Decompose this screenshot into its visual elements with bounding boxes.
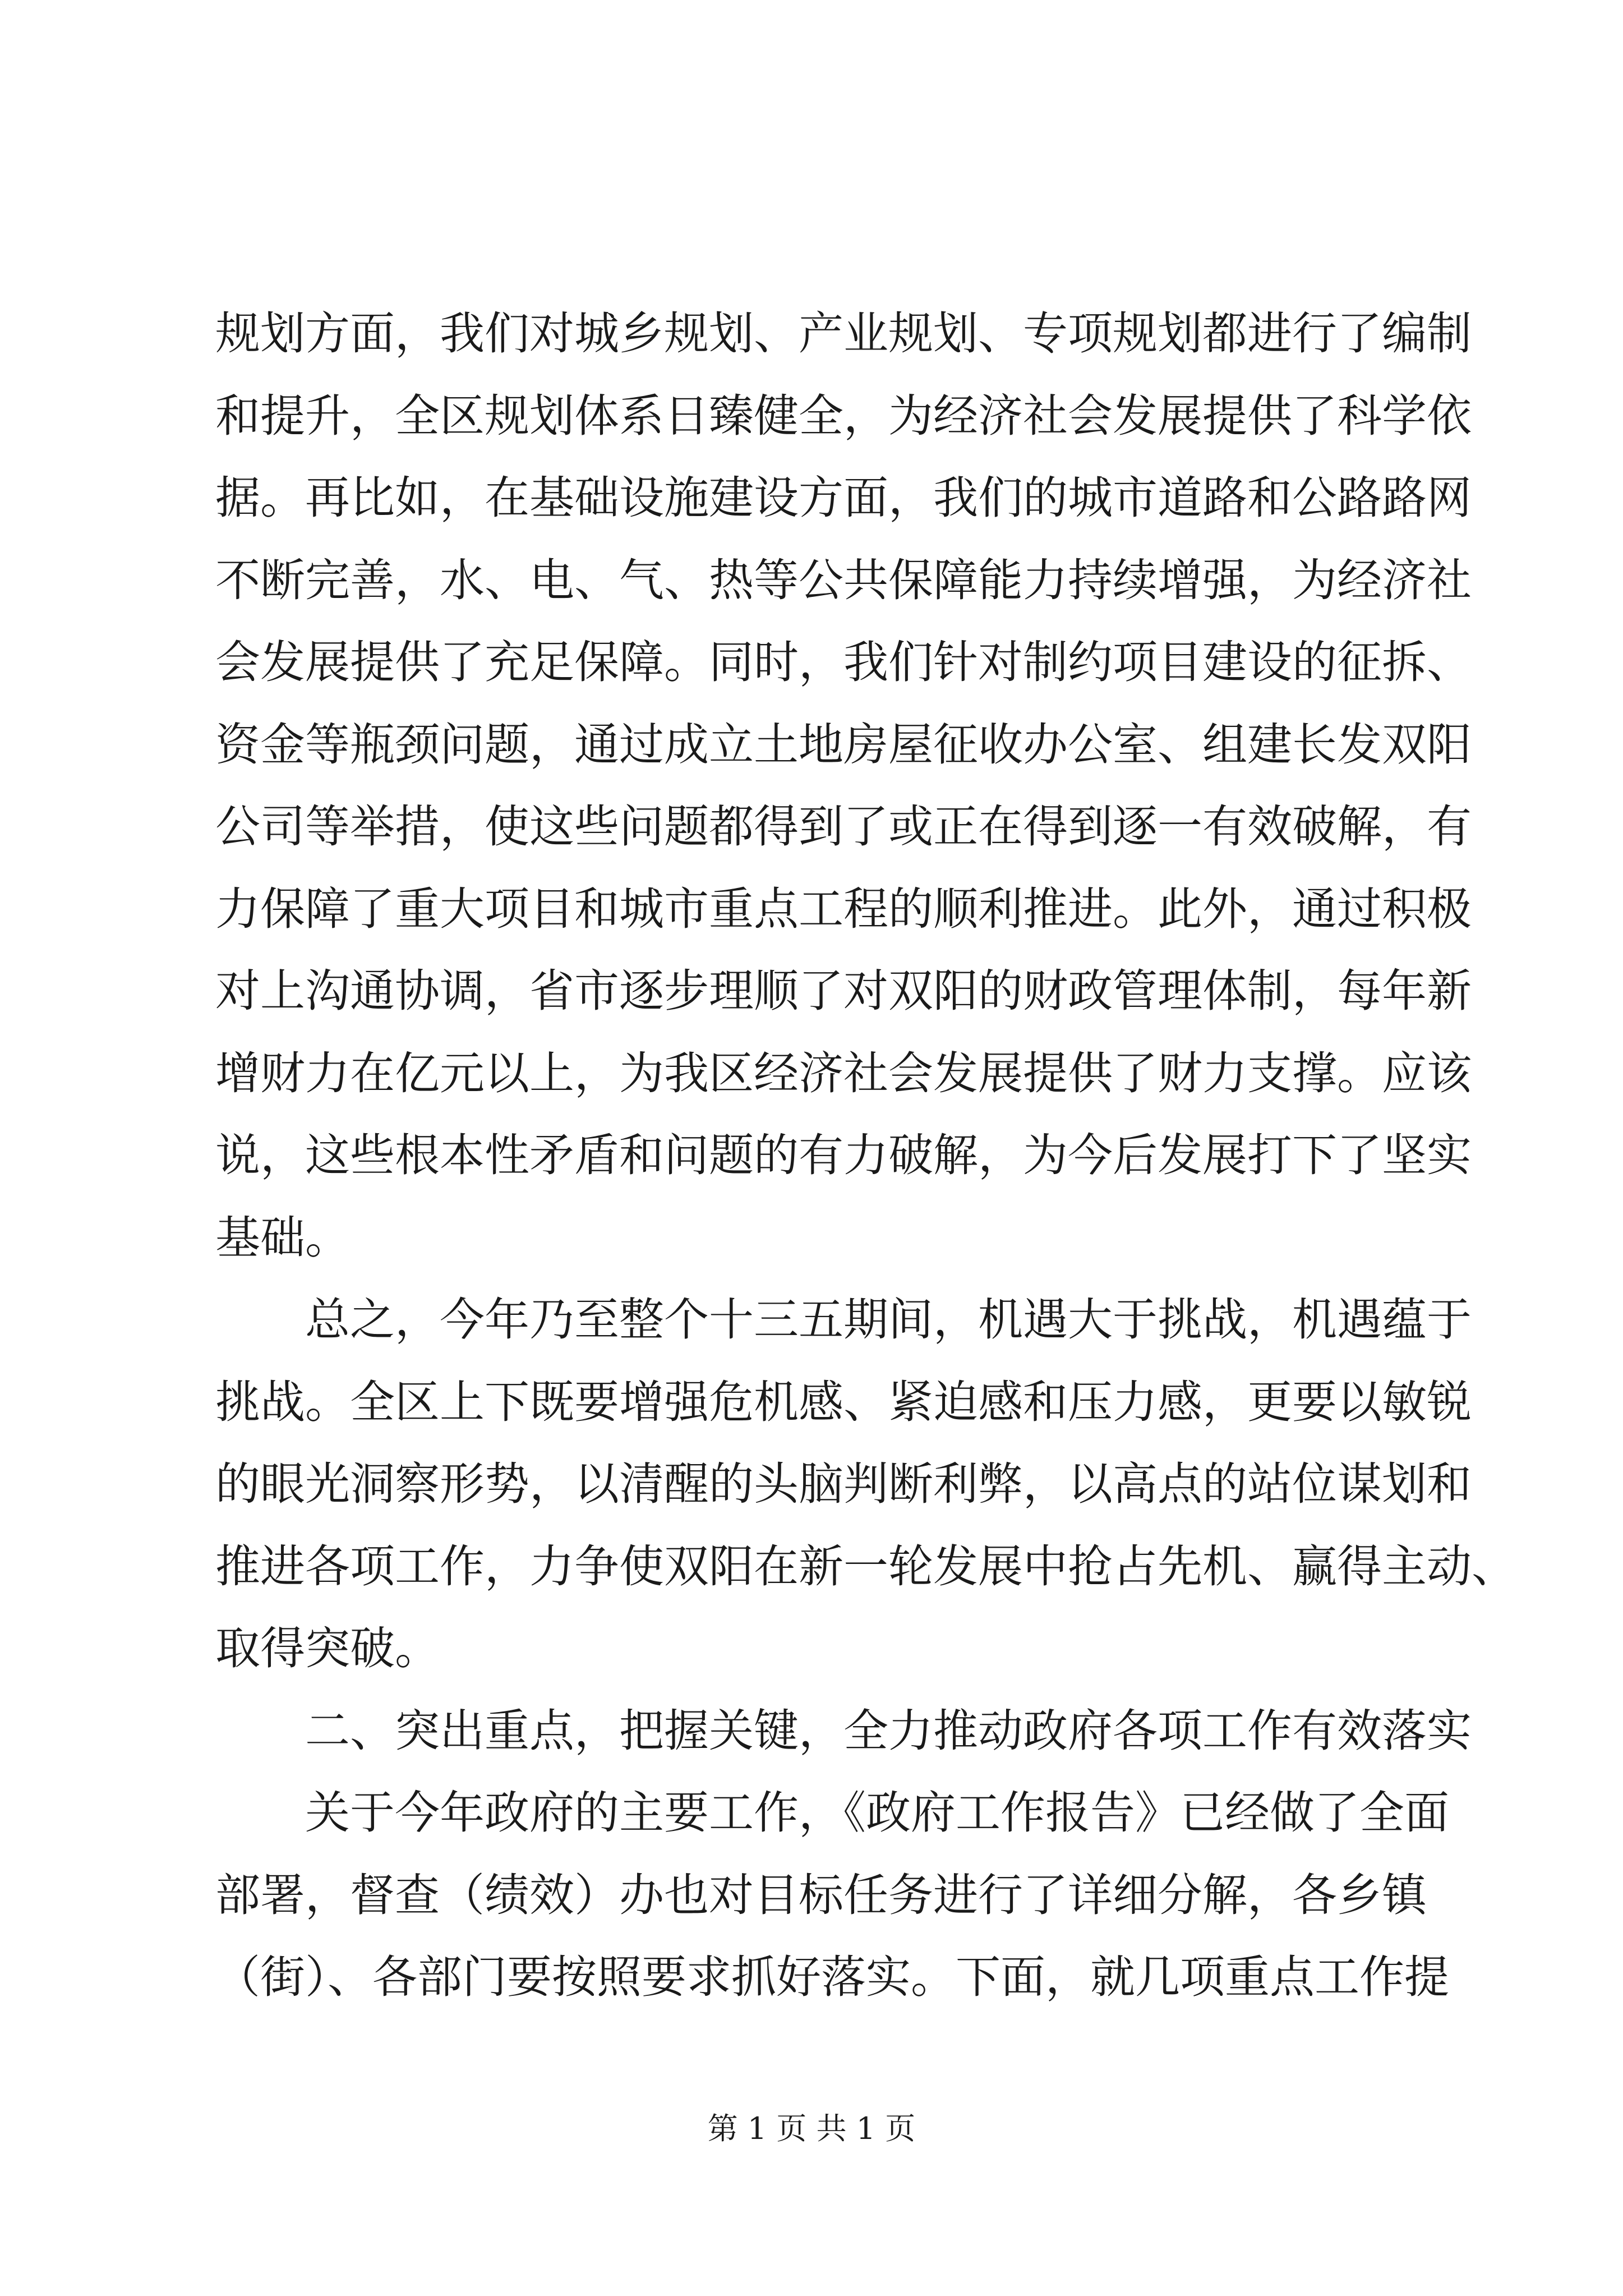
text-line: 基础。 (215, 1211, 350, 1264)
text-line: 增财力在亿元以上，为我区经济社会发展提供了财力支撑。应该 (215, 1047, 1472, 1099)
text-line: 的眼光洞察形势，以清醒的头脑判断利弊，以高点的站位谋划和 (215, 1458, 1472, 1510)
page-number-footer: 第 1 页 共 1 页 (707, 2111, 916, 2146)
text-line: 力保障了重大项目和城市重点工程的顺利推进。此外，通过积极 (215, 882, 1472, 935)
text-line: 公司等举措，使这些问题都得到了或正在得到逐一有效破解，有 (215, 800, 1472, 853)
text-line: 挑战。全区上下既要增强危机感、紧迫感和压力感，更要以敏锐 (215, 1375, 1472, 1428)
text-line: 取得突破。 (215, 1622, 440, 1674)
text-line: 关于今年政府的主要工作，《政府工作报告》已经做了全面 (305, 1787, 1449, 1839)
document-body (215, 293, 1516, 2019)
text-line: 部署，督查（绩效）办也对目标任务进行了详细分解，各乡镇 (215, 1869, 1427, 1921)
text-line: 推进各项工作，力争使双阳在新一轮发展中抢占先机、赢得主动、 (215, 1540, 1516, 1593)
text-line: 规划方面，我们对城乡规划、产业规划、专项规划都进行了编制 (215, 307, 1472, 360)
text-line: 资金等瓶颈问题，通过成立土地房屋征收办公室、组建长发双阳 (215, 718, 1472, 771)
text-line: 说，这些根本性矛盾和问题的有力破解，为今后发展打下了坚实 (215, 1129, 1472, 1181)
text-line: 总之，今年乃至整个十三五期间，机遇大于挑战，机遇蕴于 (305, 1294, 1472, 1346)
text-line: 和提升，全区规划体系日臻健全，为经济社会发展提供了科学依 (215, 389, 1472, 442)
text-line: （街）、各部门要按照要求抓好落实。下面，就几项重点工作提 (215, 1951, 1449, 2003)
text-line: 会发展提供了充足保障。同时，我们针对制约项目建设的征拆、 (215, 636, 1472, 688)
text-line: 据。再比如，在基础设施建设方面，我们的城市道路和公路路网 (215, 472, 1472, 524)
section-heading: 二、突出重点，把握关键，全力推动政府各项工作有效落实 (305, 1704, 1472, 1757)
text-line: 对上沟通协调，省市逐步理顺了对双阳的财政管理体制，每年新 (215, 965, 1472, 1017)
text-line: 不断完善，水、电、气、热等公共保障能力持续增强，为经济社 (215, 554, 1472, 606)
